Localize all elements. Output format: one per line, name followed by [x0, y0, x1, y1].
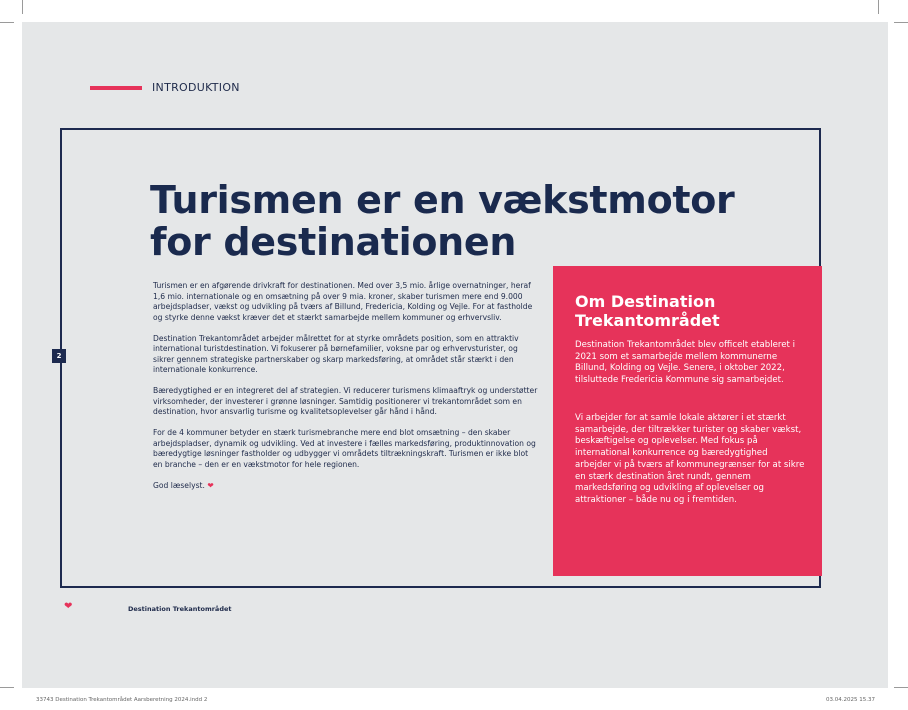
- body-paragraph: Turismen er en afgørende drivkraft for destinationen. Med over 3,5 mio. årlige overnatninger, heraf 1,6 mio. internationale og en omsætning på over 9 mia. kroner, skaber turismen mere end 9.000 arbejdspladser, vækst og udvikling på tværs af Billund, Fredericia, Kolding og Vejle. For at fastholde og styrke denne vækst kræver det et stærkt samarbejde mellem kommuner og erhvervsliv.: [153, 281, 533, 322]
- title-line-2: for destinationen: [150, 220, 517, 264]
- about-heading-line-2: Trekantområdet: [575, 311, 720, 330]
- print-slug-left: 33743 Destination Trekantområdet Aarsberetning 2024.indd 2: [36, 697, 208, 703]
- print-slug-right: 03.04.2025 15.37: [826, 697, 875, 703]
- footer-brand: Destination Trekantområdet: [128, 605, 232, 613]
- body-text: [153, 281, 539, 502]
- crop-mark: [0, 687, 14, 688]
- crop-mark: [878, 0, 879, 14]
- crop-mark: [894, 687, 908, 688]
- page-number-badge: 2: [52, 349, 66, 363]
- about-paragraph: Vi arbejder for at samle lokale aktører i et stærkt samarbejde, der tiltrækker turister og skaber vækst, beskæftigelse og oplevelser. Med fokus på international konkurrence og bæredygtighed arbejder vi på tværs af kommunegrænser for at sikre en stærk destination året rundt, gennem markedsføring og udvikling af oplevelser og attraktioner – både nu og i fremtiden.: [575, 413, 805, 505]
- body-paragraph: For de 4 kommuner betyder en stærk turismebranche mere end blot omsætning – den skaber arbejdspladser, dynamik og udvikling. Ved at investere i fælles markedsføring, produktinnovation og bæredygtige løsninger fastholder og udbygger vi områdets tiltrækningskraft. Turismen er ikke blot en branche – den er en vækstmotor for hele regionen.: [153, 428, 536, 469]
- section-label: INTRODUKTION: [152, 81, 240, 94]
- title-line-1: Turismen er en vækstmotor: [150, 178, 735, 222]
- closing-line: [153, 481, 539, 492]
- heart-icon: ❤: [207, 480, 214, 490]
- body-paragraph: Bæredygtighed er en integreret del af strategien. Vi reducerer turismens klimaaftryk og understøtter virksomheder, der investerer i grønne løsninger. Samtidig positionerer vi trekantområdet som en destination, hvor ansvarlig turisme og kvalitetsoplevelser går hånd i hånd.: [153, 386, 538, 416]
- crop-mark: [0, 22, 14, 23]
- about-heading: [575, 292, 805, 330]
- section-accent-bar: [90, 86, 142, 90]
- crop-mark: [894, 22, 908, 23]
- about-box: [553, 266, 822, 576]
- heart-icon: ❤: [64, 601, 73, 612]
- crop-mark: [22, 0, 23, 14]
- about-paragraph: Destination Trekantområdet blev officelt etableret i 2021 som et samarbejde mellem kommunerne Billund, Kolding og Vejle. Senere, i oktober 2022, tilsluttede Fredericia Kommune sig samarbejdet.: [575, 340, 796, 386]
- about-heading-line-1: Om Destination: [575, 292, 716, 311]
- body-paragraph: Destination Trekantområdet arbejder målrettet for at styrke områdets position, som en attraktiv international turistdestination. Vi fokuserer på børnefamilier, voksne par og erhvervsturister, og sikrer gennem strategiske partnerskaber og skarp markedsføring, at området står stærkt i den internationale konkurrence.: [153, 333, 519, 374]
- page-title: [150, 179, 810, 263]
- closing-text: God læselyst.: [153, 480, 205, 490]
